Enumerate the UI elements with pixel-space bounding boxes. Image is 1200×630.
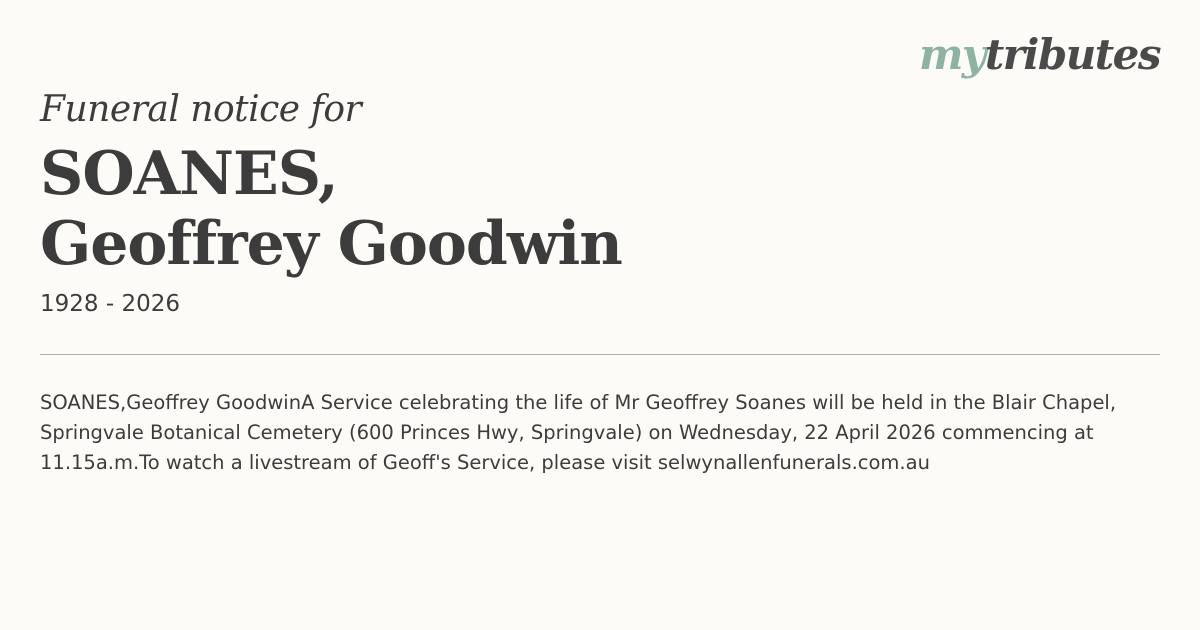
notice-body: SOANES,Geoffrey GoodwinA Service celebrating the life of Mr Geoffrey Soanes will be held in the Blair Chapel, Springvale Botanical Cemetery (600 Princes Hwy, Springvale) on Wednesday, 22 April 2026 commencing at 11.15a.m.To watch a livestream of Geoff's Service, please visit selwynallenfunerals.com.au [40,391,1117,474]
logo-my-text: my [918,30,985,79]
deceased-given-names: Geoffrey Goodwin [40,209,622,280]
logo-tributes-text: tributes [984,30,1160,79]
life-years: 1928 - 2026 [40,291,180,318]
section-divider [40,354,1160,355]
deceased-name [40,139,1140,279]
deceased-surname: SOANES, [40,139,338,210]
mytributes-logo[interactable] [918,30,1160,79]
notice-header [40,88,1140,317]
notice-subtitle: Funeral notice for [40,89,362,130]
